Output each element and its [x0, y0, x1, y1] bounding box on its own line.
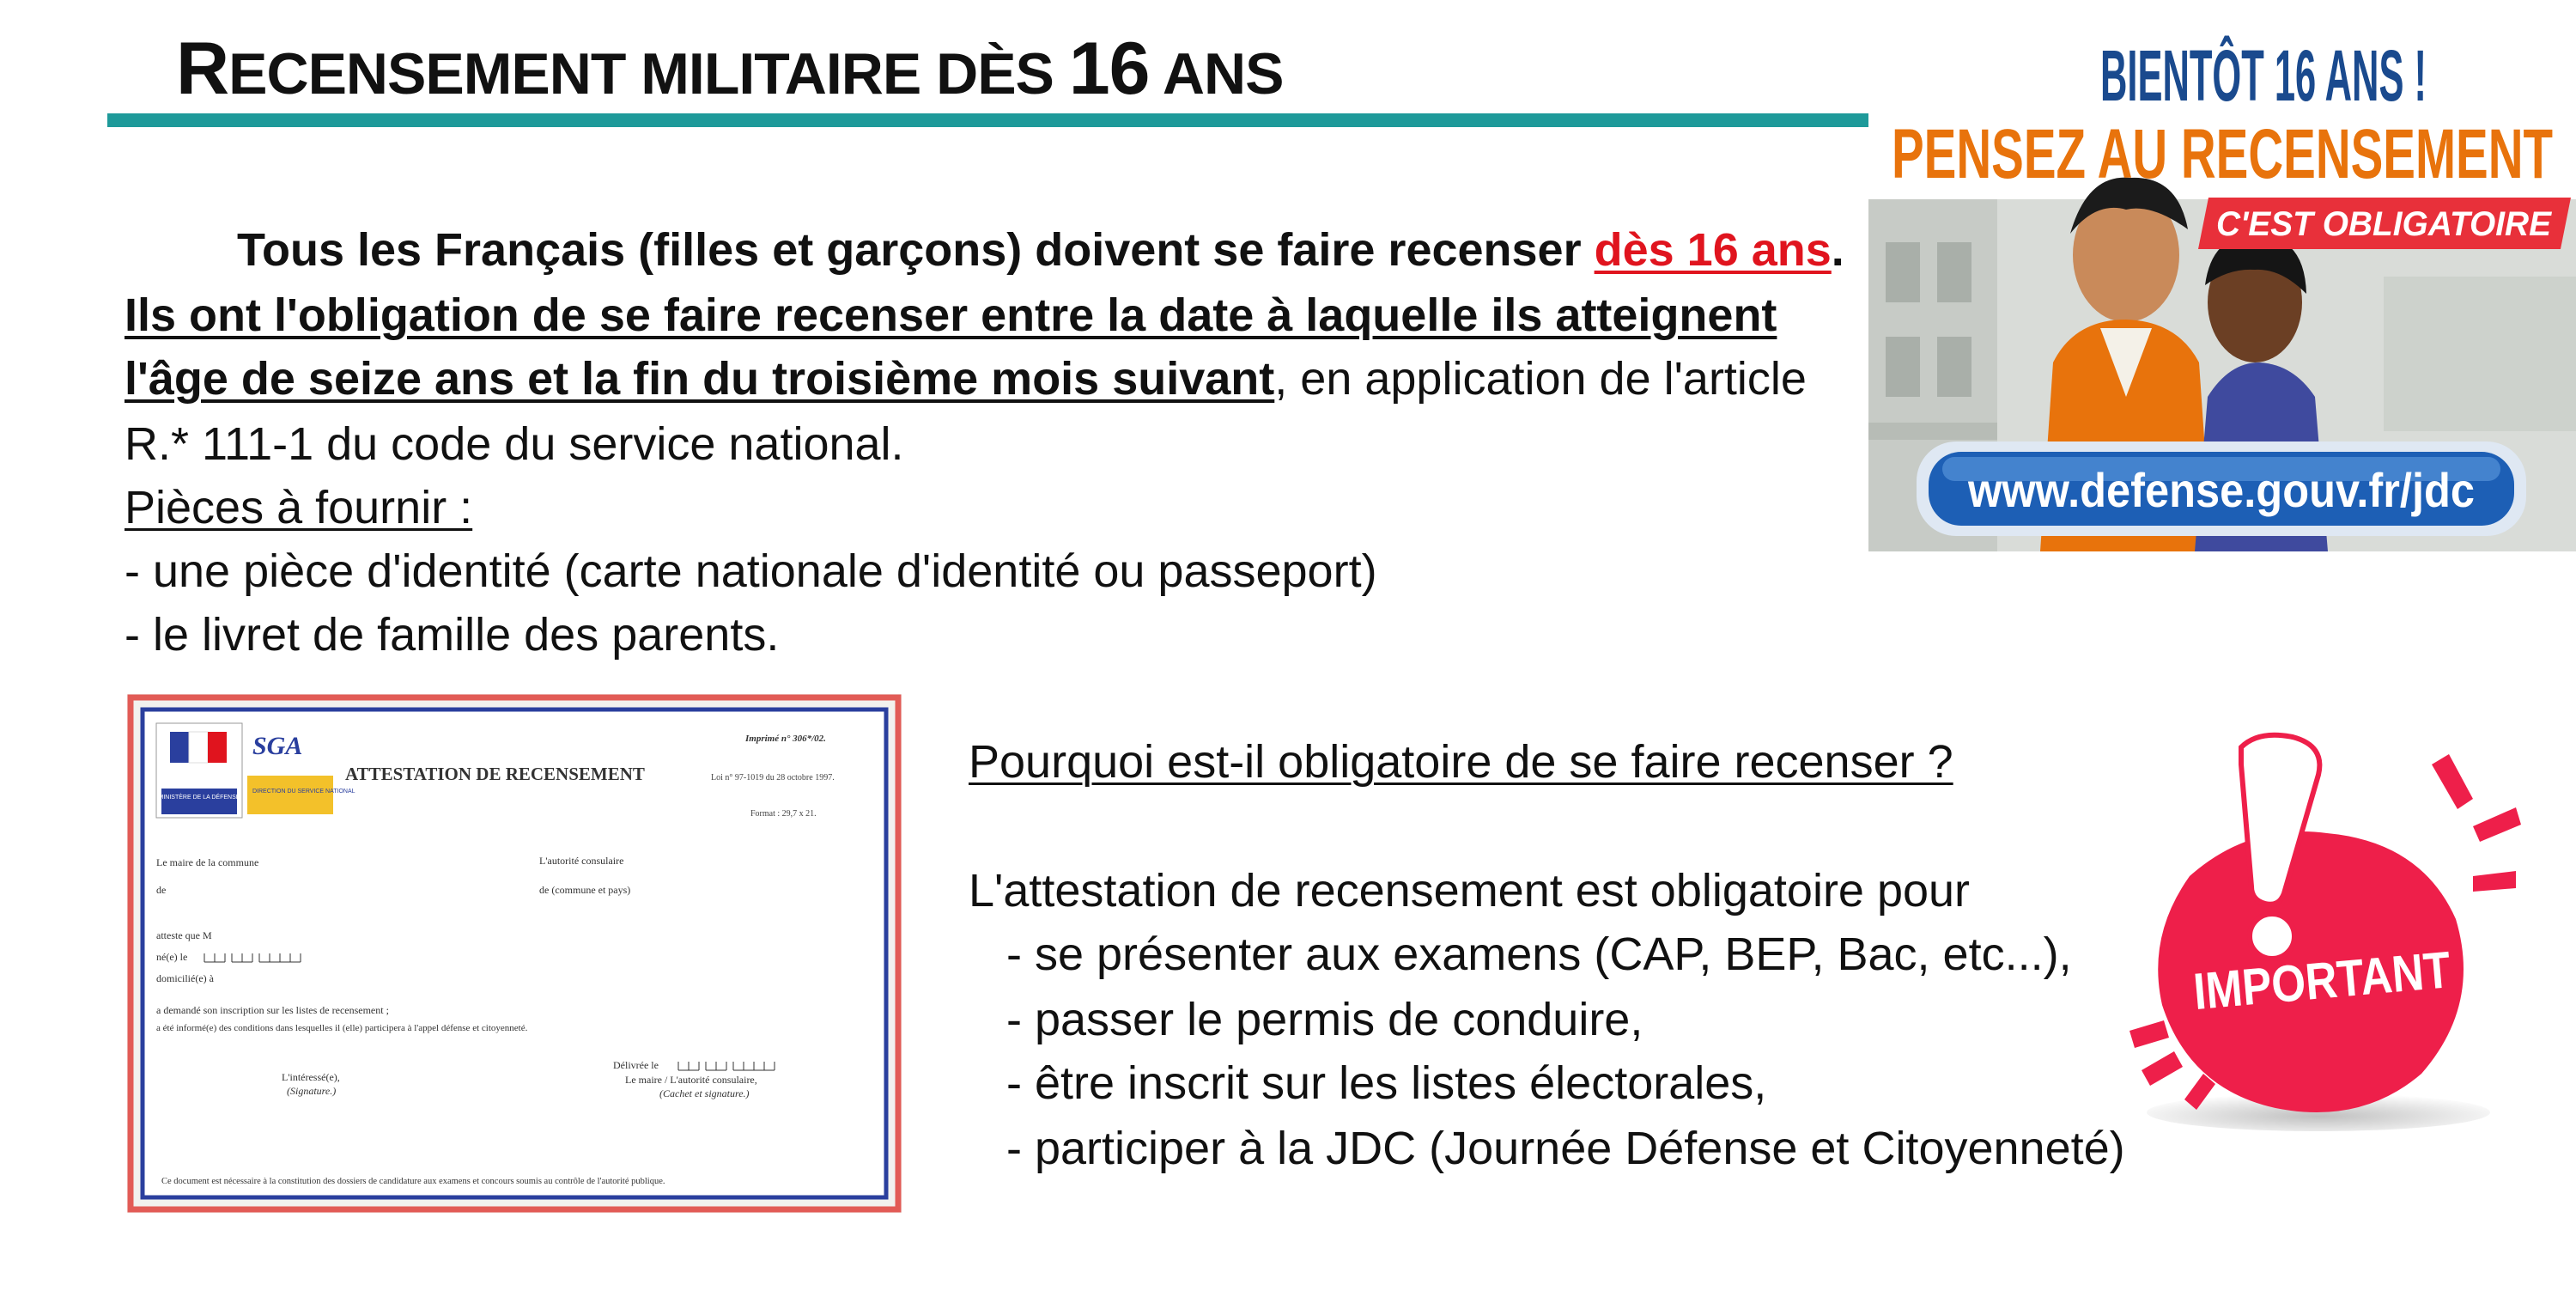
intro-line-2: Ils ont l'obligation de se faire recenser entre la date à laquelle ils atteignent: [125, 289, 1777, 341]
pieces-heading: Pièces à fournir :: [125, 482, 473, 533]
poster-url: www.defense.gouv.fr/jdc: [1967, 463, 2475, 517]
intro-bold-text: Tous les Français (filles et garçons) doivent se faire recenser: [237, 224, 1595, 276]
page-title: [176, 26, 1283, 117]
attestation-ne: né(e) le: [156, 951, 188, 963]
attestation-footer: Ce document est nécessaire à la constitution des dossiers de candidature aux examens et concours soumis au contrôle de l'autorité publique.: [161, 1177, 665, 1186]
poster-line-1: BIENTÔT 16 ANS !: [2100, 35, 2427, 116]
intro-period: .: [1831, 224, 1844, 276]
attestation-title: ATTESTATION DE RECENSEMENT: [345, 764, 645, 784]
intro-line-3-rest: , en application de l'article: [1274, 353, 1807, 405]
recensement-poster: [1868, 19, 2576, 551]
attestation-demande: a demandé son inscription sur les listes de recensement ;: [156, 1004, 389, 1016]
attestation-document: [127, 694, 902, 1213]
attestation-logo-text: SGA: [252, 732, 303, 760]
attestation-signature: (Signature.): [287, 1085, 337, 1097]
attestation-format: Format : 29,7 x 21.: [750, 809, 817, 819]
pieces-item-2: - le livret de famille des parents.: [125, 609, 780, 661]
attestation-commune-pays: de (commune et pays): [539, 884, 631, 896]
poster-line-3: C'EST OBLIGATOIRE: [2216, 205, 2553, 243]
exclamation-dot: [2250, 914, 2294, 959]
intro-line-4: R.* 111-1 du code du service national.: [125, 418, 904, 470]
attestation-delivree: Délivrée le: [613, 1059, 659, 1071]
intro-line-1: [237, 218, 1844, 282]
attestation-interesse: L'intéressé(e),: [282, 1071, 340, 1083]
attestation-loi: Loi n° 97-1019 du 28 octobre 1997.: [711, 773, 835, 783]
pieces-item-1: - une pièce d'identité (carte nationale d'identité ou passeport): [125, 545, 1377, 597]
pourquoi-item-4: - participer à la JDC (Journée Défense et Citoyenneté): [1006, 1123, 2125, 1174]
attestation-autorite: L'autorité consulaire: [539, 855, 624, 867]
important-ray-5: [2142, 1051, 2183, 1086]
attestation-domicile: domicilié(e) à: [156, 972, 214, 984]
title-number: 16: [1068, 27, 1150, 110]
pourquoi-item-3: - être inscrit sur les listes électorales,: [1006, 1057, 1767, 1109]
intro-age-highlight: dès 16 ans: [1594, 224, 1832, 276]
attestation-atteste: atteste que M: [156, 929, 212, 941]
pourquoi-item-2: - passer le permis de conduire,: [1006, 994, 1643, 1045]
intro-line-3-emphasis: l'âge de seize ans et la fin du troisième mois suivant: [125, 353, 1275, 405]
attestation-direction: DIRECTION DU SERVICE NATIONAL: [252, 789, 355, 795]
intro-line-3: [125, 347, 1807, 411]
important-ray-2: [2473, 807, 2521, 842]
title-part-1: ECENSEMENT MILITAIRE DÈS: [228, 41, 1069, 107]
important-label: IMPORTANT: [2190, 936, 2498, 1021]
important-ray-3: [2473, 871, 2516, 892]
attestation-imprime: Imprimé n° 306*/02.: [745, 734, 826, 744]
title-part-2: ANS: [1149, 41, 1284, 107]
attestation-ministry: MINISTÈRE DE LA DÉFENSE: [158, 795, 240, 801]
attestation-de: de: [156, 884, 167, 896]
attestation-informe: a été informé(e) des conditions dans lesquelles il (elle) participera à l'appel défense et citoyenneté.: [156, 1023, 528, 1033]
important-badge: [2112, 730, 2528, 1142]
attestation-maire-autorite: Le maire / L'autorité consulaire,: [625, 1074, 757, 1086]
pourquoi-intro: L'attestation de recensement est obligatoire pour: [969, 865, 1971, 916]
title-underline-rule: [107, 113, 1869, 127]
attestation-cachet: (Cachet et signature.): [659, 1087, 750, 1099]
attestation-maire: Le maire de la commune: [156, 856, 259, 868]
title-initial: R: [176, 27, 229, 110]
pourquoi-heading: Pourquoi est-il obligatoire de se faire recenser ?: [969, 736, 1953, 788]
important-ray-4: [2129, 1020, 2169, 1048]
poster-line-2: PENSEZ AU RECENSEMENT: [1892, 115, 2553, 193]
pourquoi-item-1: - se présenter aux examens (CAP, BEP, Bac, etc...),: [1006, 929, 2072, 980]
important-ray-1: [2432, 754, 2473, 809]
